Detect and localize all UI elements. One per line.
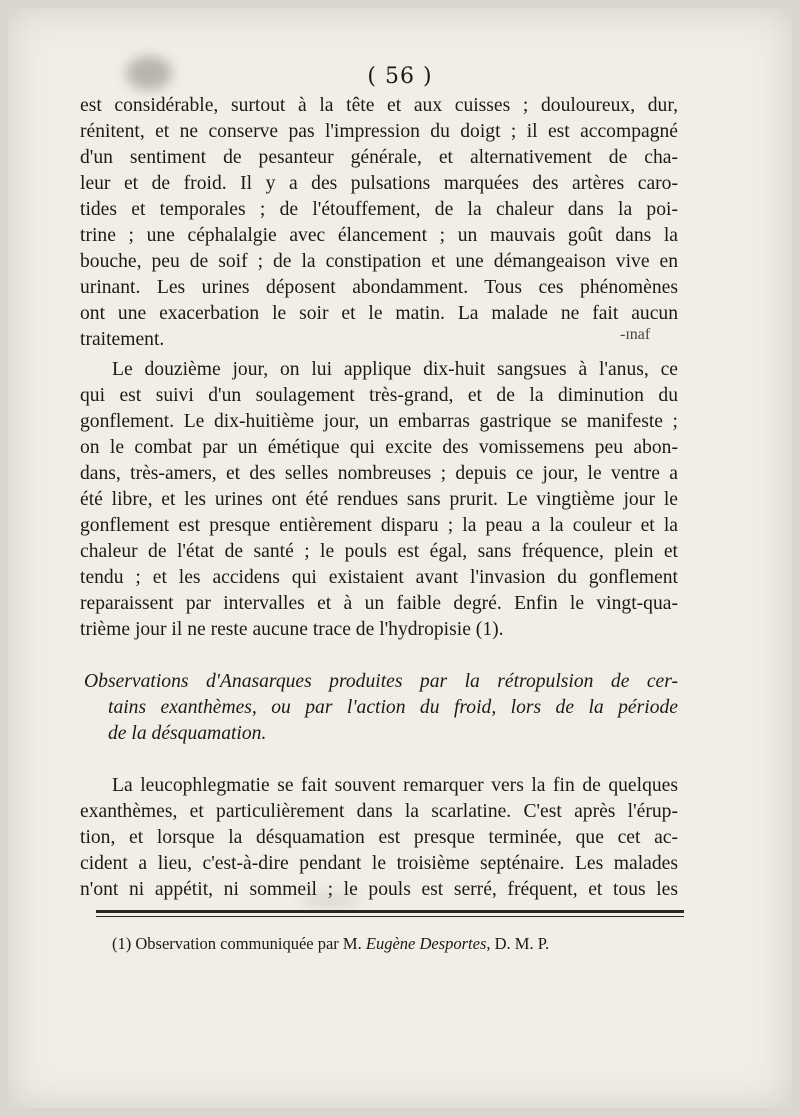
text-line: gonflement est presque entièrement disparu ; la peau a la couleur et la bbox=[80, 515, 678, 536]
footnote-author: Eugène Desportes bbox=[365, 934, 487, 953]
footnote bbox=[112, 934, 672, 954]
text-line: Le douzième jour, on lui applique dix-huit sangsues à l'anus, ce bbox=[112, 359, 678, 380]
text-line: est considérable, surtout à la tête et aux cuisses ; douloureux, dur, bbox=[80, 95, 678, 116]
text-line: tion, et lorsque la désquamation est presque terminée, que cet ac- bbox=[80, 827, 678, 848]
text-line: d'un sentiment de pesanteur générale, et alternativement de cha- bbox=[80, 147, 678, 168]
text-line: cident a lieu, c'est-à-dire pendant le troisième septénaire. Les malades bbox=[80, 853, 678, 874]
heading-line: de la désquamation. bbox=[108, 723, 267, 744]
text-line: chaleur de l'état de santé ; le pouls est égal, sans fréquence, plein et bbox=[80, 541, 678, 562]
text-line: été libre, et les urines ont été rendues sans prurit. Le vingtième jour le bbox=[80, 489, 678, 510]
text-line: qui est suivi d'un soulagement très-grand, et de la diminution du bbox=[80, 385, 678, 406]
text-line: exanthèmes, et particulièrement dans la scarlatine. C'est après l'érup- bbox=[80, 801, 678, 822]
text-line: La leucophlegmatie se fait souvent remarquer vers la fin de quelques bbox=[112, 775, 678, 796]
text-line: dans, très-amers, et des selles nombreuses ; depuis ce jour, le ventre a bbox=[80, 463, 678, 484]
text-line: ont une exacerbation le soir et le matin. La malade ne fait aucun bbox=[80, 303, 678, 324]
heading-line: Observations d'Anasarques produites par la rétropulsion de cer- bbox=[84, 671, 678, 692]
page-number: ( 56 ) bbox=[367, 64, 433, 89]
text-line: rénitent, et ne conserve pas l'impression du doigt ; il est accompagné bbox=[80, 121, 678, 142]
footnote-rule bbox=[96, 910, 684, 913]
heading-line: tains exanthèmes, ou par l'action du froid, lors de la période bbox=[108, 697, 678, 718]
text-line: gonflement. Le dix-huitième jour, un embarras gastrique se manifeste ; bbox=[80, 411, 678, 432]
text-line: trième jour il ne reste aucune trace de l'hydropisie (1). bbox=[80, 619, 504, 640]
text-line: trine ; une céphalalgie avec élancement ; un mauvais goût dans la bbox=[80, 225, 678, 246]
margin-annotation: -ɪnaf bbox=[620, 326, 651, 343]
text-line: bouche, peu de soif ; de la constipation et une démangeaison vive en bbox=[80, 251, 678, 272]
text-line: n'ont ni appétit, ni sommeil ; le pouls est serré, fréquent, et tous les bbox=[80, 879, 678, 900]
footnote-rule-thin bbox=[96, 916, 684, 917]
footnote-text: (1) Observation communiquée par M. bbox=[112, 934, 366, 953]
text-line: tendu ; et les accidens qui existaient avant l'invasion du gonflement bbox=[80, 567, 678, 588]
book-page bbox=[8, 8, 792, 1108]
text-line: traitement. bbox=[80, 329, 165, 350]
text-line: tides et temporales ; de l'étouffement, de la chaleur dans la poi- bbox=[80, 199, 678, 220]
text-line: reparaissent par intervalles et à un faible degré. Enfin le vingt-qua- bbox=[80, 593, 678, 614]
text-line: on le combat par un émétique qui excite des vomissemens peu abon- bbox=[80, 437, 678, 458]
text-line: urinant. Les urines déposent abondamment. Tous ces phénomènes bbox=[80, 277, 678, 298]
text-line: leur et de froid. Il y a des pulsations marquées des artères caro- bbox=[80, 173, 678, 194]
footnote-suffix: , D. M. P. bbox=[486, 934, 550, 953]
